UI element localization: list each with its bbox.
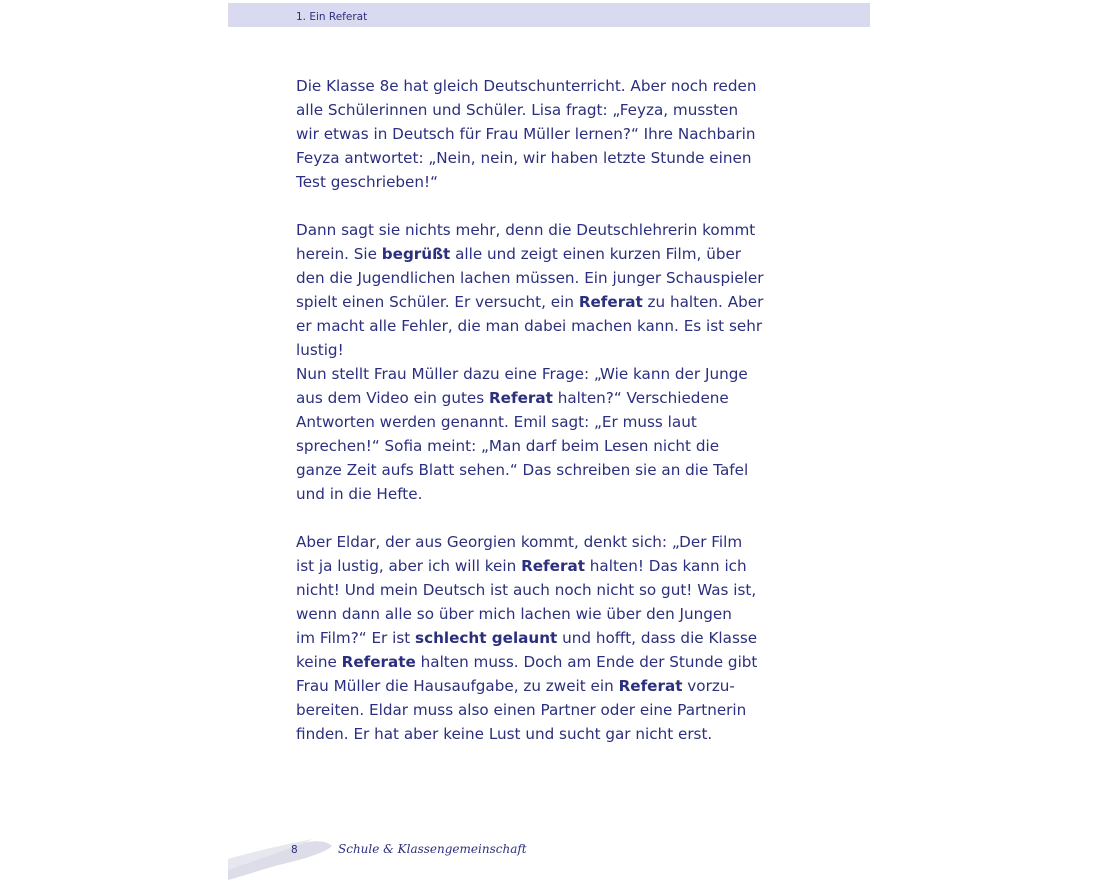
text-segment: den die Jugendlichen lachen müssen. Ein junger Schauspieler (296, 269, 764, 287)
text-segment: alle und zeigt einen kurzen Film, über (450, 245, 742, 263)
text-segment: herein. Sie (296, 245, 382, 263)
text-line (296, 650, 756, 674)
footer-brush-stroke (228, 826, 338, 880)
text-line (296, 266, 764, 290)
text-line (296, 74, 756, 98)
paragraph (296, 218, 764, 506)
document-page (228, 0, 870, 880)
bold-keyword: begrüßt (381, 245, 451, 263)
text-line (296, 530, 756, 554)
page-number: 8 (291, 844, 298, 856)
text-line (296, 98, 756, 122)
text-line (296, 242, 756, 266)
text-segment: keine (296, 653, 342, 671)
text-segment: aus dem Video ein gutes (296, 389, 489, 407)
bold-keyword: Referate (341, 653, 416, 671)
text-segment: spielt einen Schüler. Er versucht, ein (296, 293, 579, 311)
text-line (296, 170, 756, 194)
bold-keyword: Referat (618, 677, 683, 695)
text-segment: wenn dann alle so über mich lachen wie über den Jungen (296, 605, 732, 623)
text-segment: er macht alle Fehler, die man dabei machen kann. Es ist sehr (296, 317, 763, 335)
text-segment: ist ja lustig, aber ich will kein (296, 557, 522, 575)
text-segment: Nun stellt Frau Müller dazu eine Frage: „Wie kann der Junge (296, 365, 748, 383)
text-segment: Dann sagt sie nichts mehr, denn die Deutschlehrerin kommt (296, 221, 756, 239)
bold-keyword: schlecht gelaunt (415, 629, 558, 647)
text-line (296, 386, 756, 410)
footer-section-title: Schule & Klassengemeinschaft (338, 842, 527, 856)
text-line (296, 290, 764, 314)
bold-keyword: Referat (488, 389, 553, 407)
text-line (296, 578, 756, 602)
text-segment: ganze Zeit aufs Blatt sehen.“ Das schreiben sie an die Tafel (296, 461, 749, 479)
text-line (296, 146, 756, 170)
text-line (296, 482, 756, 506)
text-segment: wir etwas in Deutsch für Frau Müller lernen?“ Ihre Nachbarin (296, 125, 756, 143)
text-segment: Die Klasse 8e hat gleich Deutschunterricht. Aber noch reden (296, 77, 757, 95)
text-segment: Aber Eldar, der aus Georgien kommt, denkt sich: „Der Film (296, 533, 743, 551)
text-segment: und hofft, dass die Klasse (557, 629, 758, 647)
paragraph (296, 74, 756, 194)
text-segment: zu halten. Aber (642, 293, 764, 311)
text-line (296, 674, 756, 698)
text-segment: sprechen!“ Sofia meint: „Man darf beim Lesen nicht die (296, 437, 720, 455)
text-line (296, 362, 756, 386)
story-text (296, 74, 764, 746)
text-segment: halten muss. Doch am Ende der Stunde gibt (415, 653, 758, 671)
text-line (296, 218, 756, 242)
text-segment: Feyza antwortet: „Nein, nein, wir haben letzte Stunde einen (296, 149, 752, 167)
text-segment: halten! Das kann ich (584, 557, 747, 575)
text-line (296, 722, 756, 746)
text-segment: und in die Hefte. (296, 485, 423, 503)
text-line (296, 698, 756, 722)
text-segment: halten?“ Verschiedene (552, 389, 729, 407)
text-segment: nicht! Und mein Deutsch ist auch noch nicht so gut! Was ist, (296, 581, 757, 599)
paragraph-gap (296, 194, 756, 218)
text-line (296, 122, 756, 146)
text-segment: vorzu- (682, 677, 735, 695)
text-line (296, 338, 756, 362)
chapter-title: 1. Ein Referat (296, 11, 368, 23)
text-line (296, 602, 756, 626)
paragraph-gap (296, 506, 756, 530)
text-line (296, 410, 756, 434)
paragraph (296, 530, 756, 746)
text-line (296, 314, 763, 338)
text-segment: finden. Er hat aber keine Lust und sucht gar nicht erst. (296, 725, 713, 743)
text-segment: im Film?“ Er ist (296, 629, 416, 647)
text-segment: Antworten werden genannt. Emil sagt: „Er muss laut (296, 413, 697, 431)
bold-keyword: Referat (521, 557, 585, 575)
text-segment: alle Schülerinnen und Schüler. Lisa fragt: „Feyza, mussten (296, 101, 739, 119)
text-line (296, 626, 756, 650)
running-header (228, 3, 870, 27)
text-segment: bereiten. Eldar muss also einen Partner oder eine Partnerin (296, 701, 747, 719)
text-segment: lustig! (296, 341, 344, 359)
text-segment: Test geschrieben!“ (296, 173, 438, 191)
bold-keyword: Referat (578, 293, 643, 311)
text-line (296, 554, 756, 578)
text-line (296, 434, 756, 458)
text-segment: Frau Müller die Hausaufgabe, zu zweit ein (296, 677, 619, 695)
text-line (296, 458, 756, 482)
